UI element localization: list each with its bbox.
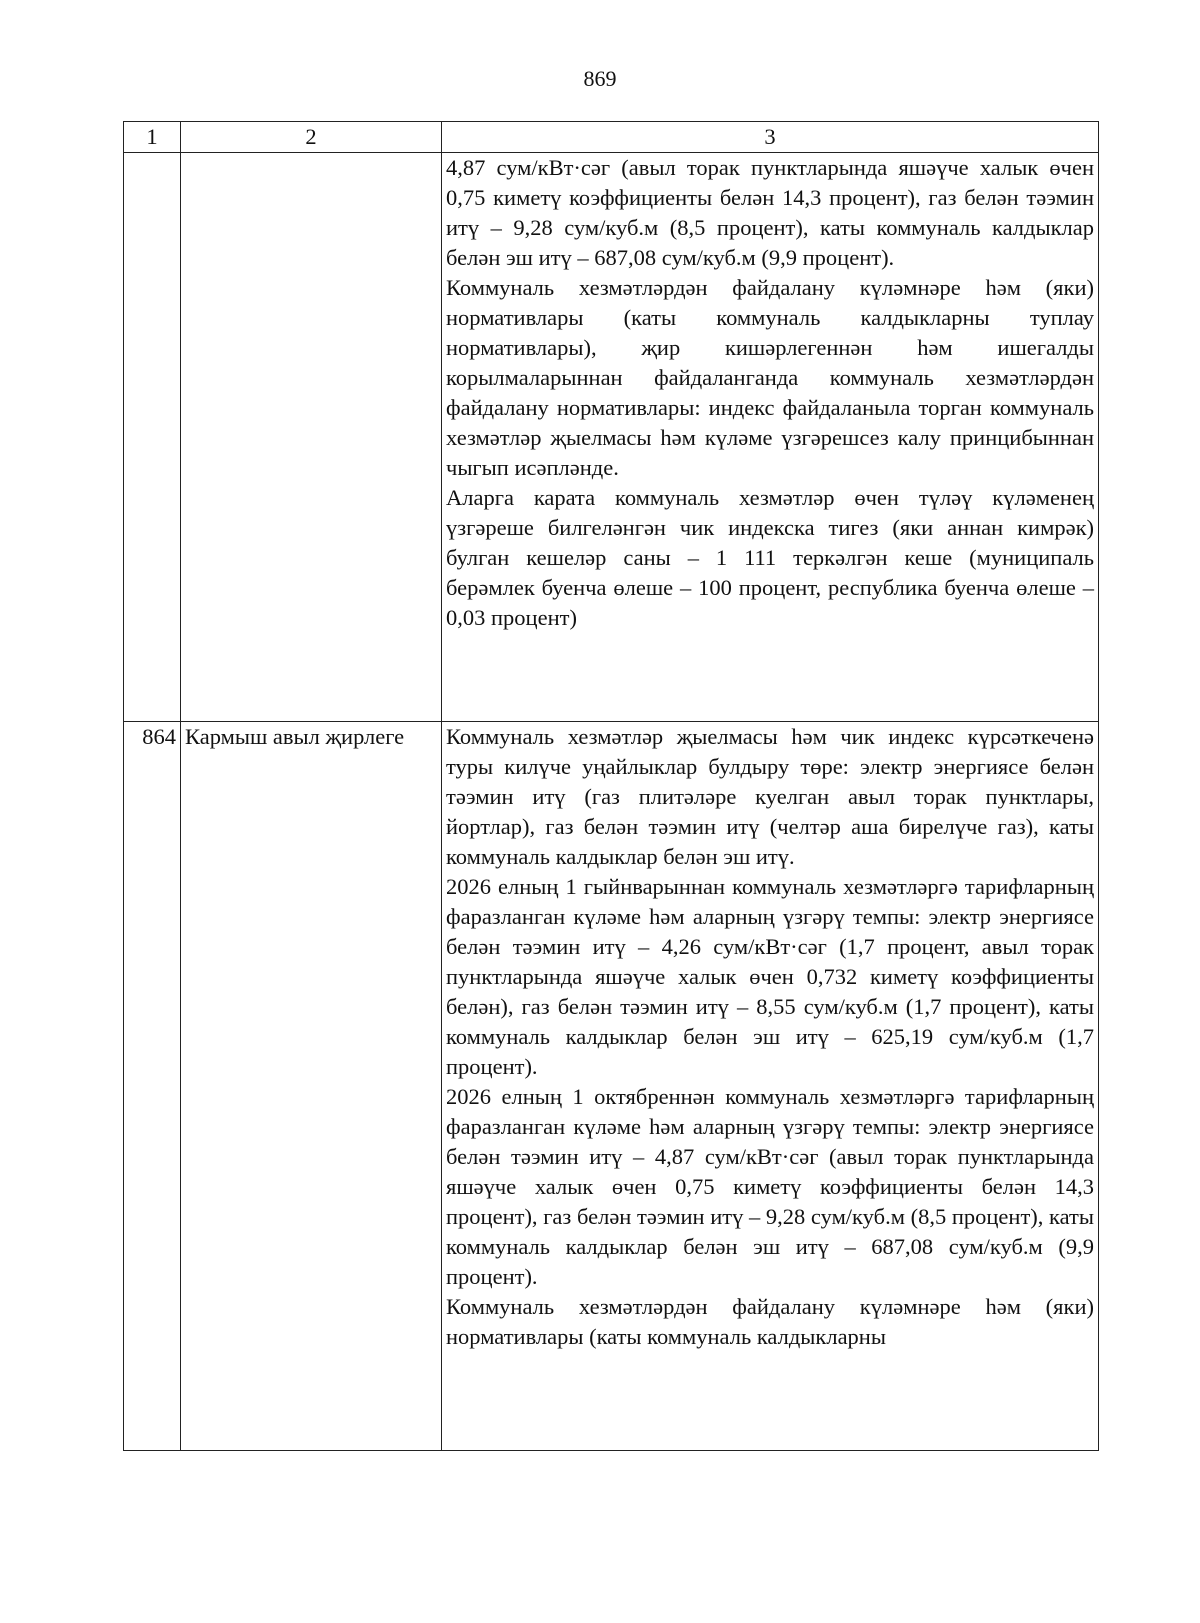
description-paragraph: 2026 елның 1 гыйнварыннан коммуналь хезмәтләргә тарифларның фаразланган күләме һәм аларның үзгәрү темпы: электр энергиясе белән тәэмин итү – 4,26 сум/кВт·сәг (1,7 процент, авыл торак пунктларында яшәүче халык өчен 0,732 киметү коэффициенты белән), газ белән тәэмин итү – 8,55 сум/куб.м (1,7 процент), каты коммуналь калдыклар белән эш итү – 625,19 сум/куб.м (1,7 процент). <box>446 874 1094 1079</box>
settlement-name: Кармыш авыл җирлеге <box>181 722 442 1451</box>
column-header-3: 3 <box>442 122 1099 153</box>
row-description <box>442 722 1099 1451</box>
table-row <box>124 153 1099 722</box>
column-header-1: 1 <box>124 122 181 153</box>
row-number <box>124 153 181 722</box>
description-paragraph: Коммуналь хезмәтләр җыелмасы һәм чик индекс күрсәткеченә туры килүче уңайлыклар булдыру төре: электр энергиясе белән тәэмин итү (газ плитәләре куелган авыл торак пунктлары, йортлар), газ белән тәэмин итү (челтәр аша бирелүче газ), каты коммуналь калдыклар белән эш итү. <box>446 724 1094 869</box>
description-paragraph: Коммуналь хезмәтләрдән файдалану күләмнәре һәм (яки) нормативлары (каты коммуналь калдыкларны туплау нормативлары), җир кишәрлегеннән һәм ишегалды корылмаларыннан файдаланганда коммуналь хезмәтләрдән файдалану нормативлары: индекс файдаланыла торган коммуналь хезмәтләр җыелмасы һәм күләме үзгәрешсез калу принцибыннан чыгып исәпләнде. <box>446 275 1094 480</box>
row-description <box>442 153 1099 722</box>
tariff-table <box>123 121 1099 1451</box>
page-number: 869 <box>583 66 617 91</box>
row-number: 864 <box>124 722 181 1451</box>
description-paragraph: 2026 елның 1 октябреннән коммуналь хезмәтләргә тарифларның фаразланган күләме һәм аларның үзгәрү темпы: электр энергиясе белән тәэмин итү – 4,87 сум/кВт·сәг (авыл торак пунктларында яшәүче халык өчен 0,75 киметү коэффициенты белән 14,3 процент), газ белән тәэмин итү – 9,28 сум/куб.м (8,5 процент), каты коммуналь калдыклар белән эш итү – 687,08 сум/куб.м (9,9 процент). <box>446 1084 1094 1289</box>
table-row <box>124 722 1099 1451</box>
settlement-name <box>181 153 442 722</box>
description-paragraph: 4,87 сум/кВт·сәг (авыл торак пунктларында яшәүче халык өчен 0,75 киметү коэффициенты белән 14,3 процент), газ белән тәэмин итү – 9,28 сум/куб.м (8,5 процент), каты коммуналь калдыклар белән эш итү – 687,08 сум/куб.м (9,9 процент). <box>446 155 1094 270</box>
table-header-row <box>124 122 1099 153</box>
column-header-2: 2 <box>181 122 442 153</box>
description-paragraph: Коммуналь хезмәтләрдән файдалану күләмнәре һәм (яки) нормативлары (каты коммуналь калдыкларны <box>446 1294 1094 1349</box>
description-paragraph: Аларга карата коммуналь хезмәтләр өчен түләү күләменең үзгәреше билгеләнгән чик индекска тигез (яки аннан кимрәк) булган кешеләр саны – 1 111 теркәлгән кеше (муниципаль берәмлек буенча өлеше – 100 процент, республика буенча өлеше – 0,03 процент) <box>446 485 1094 630</box>
